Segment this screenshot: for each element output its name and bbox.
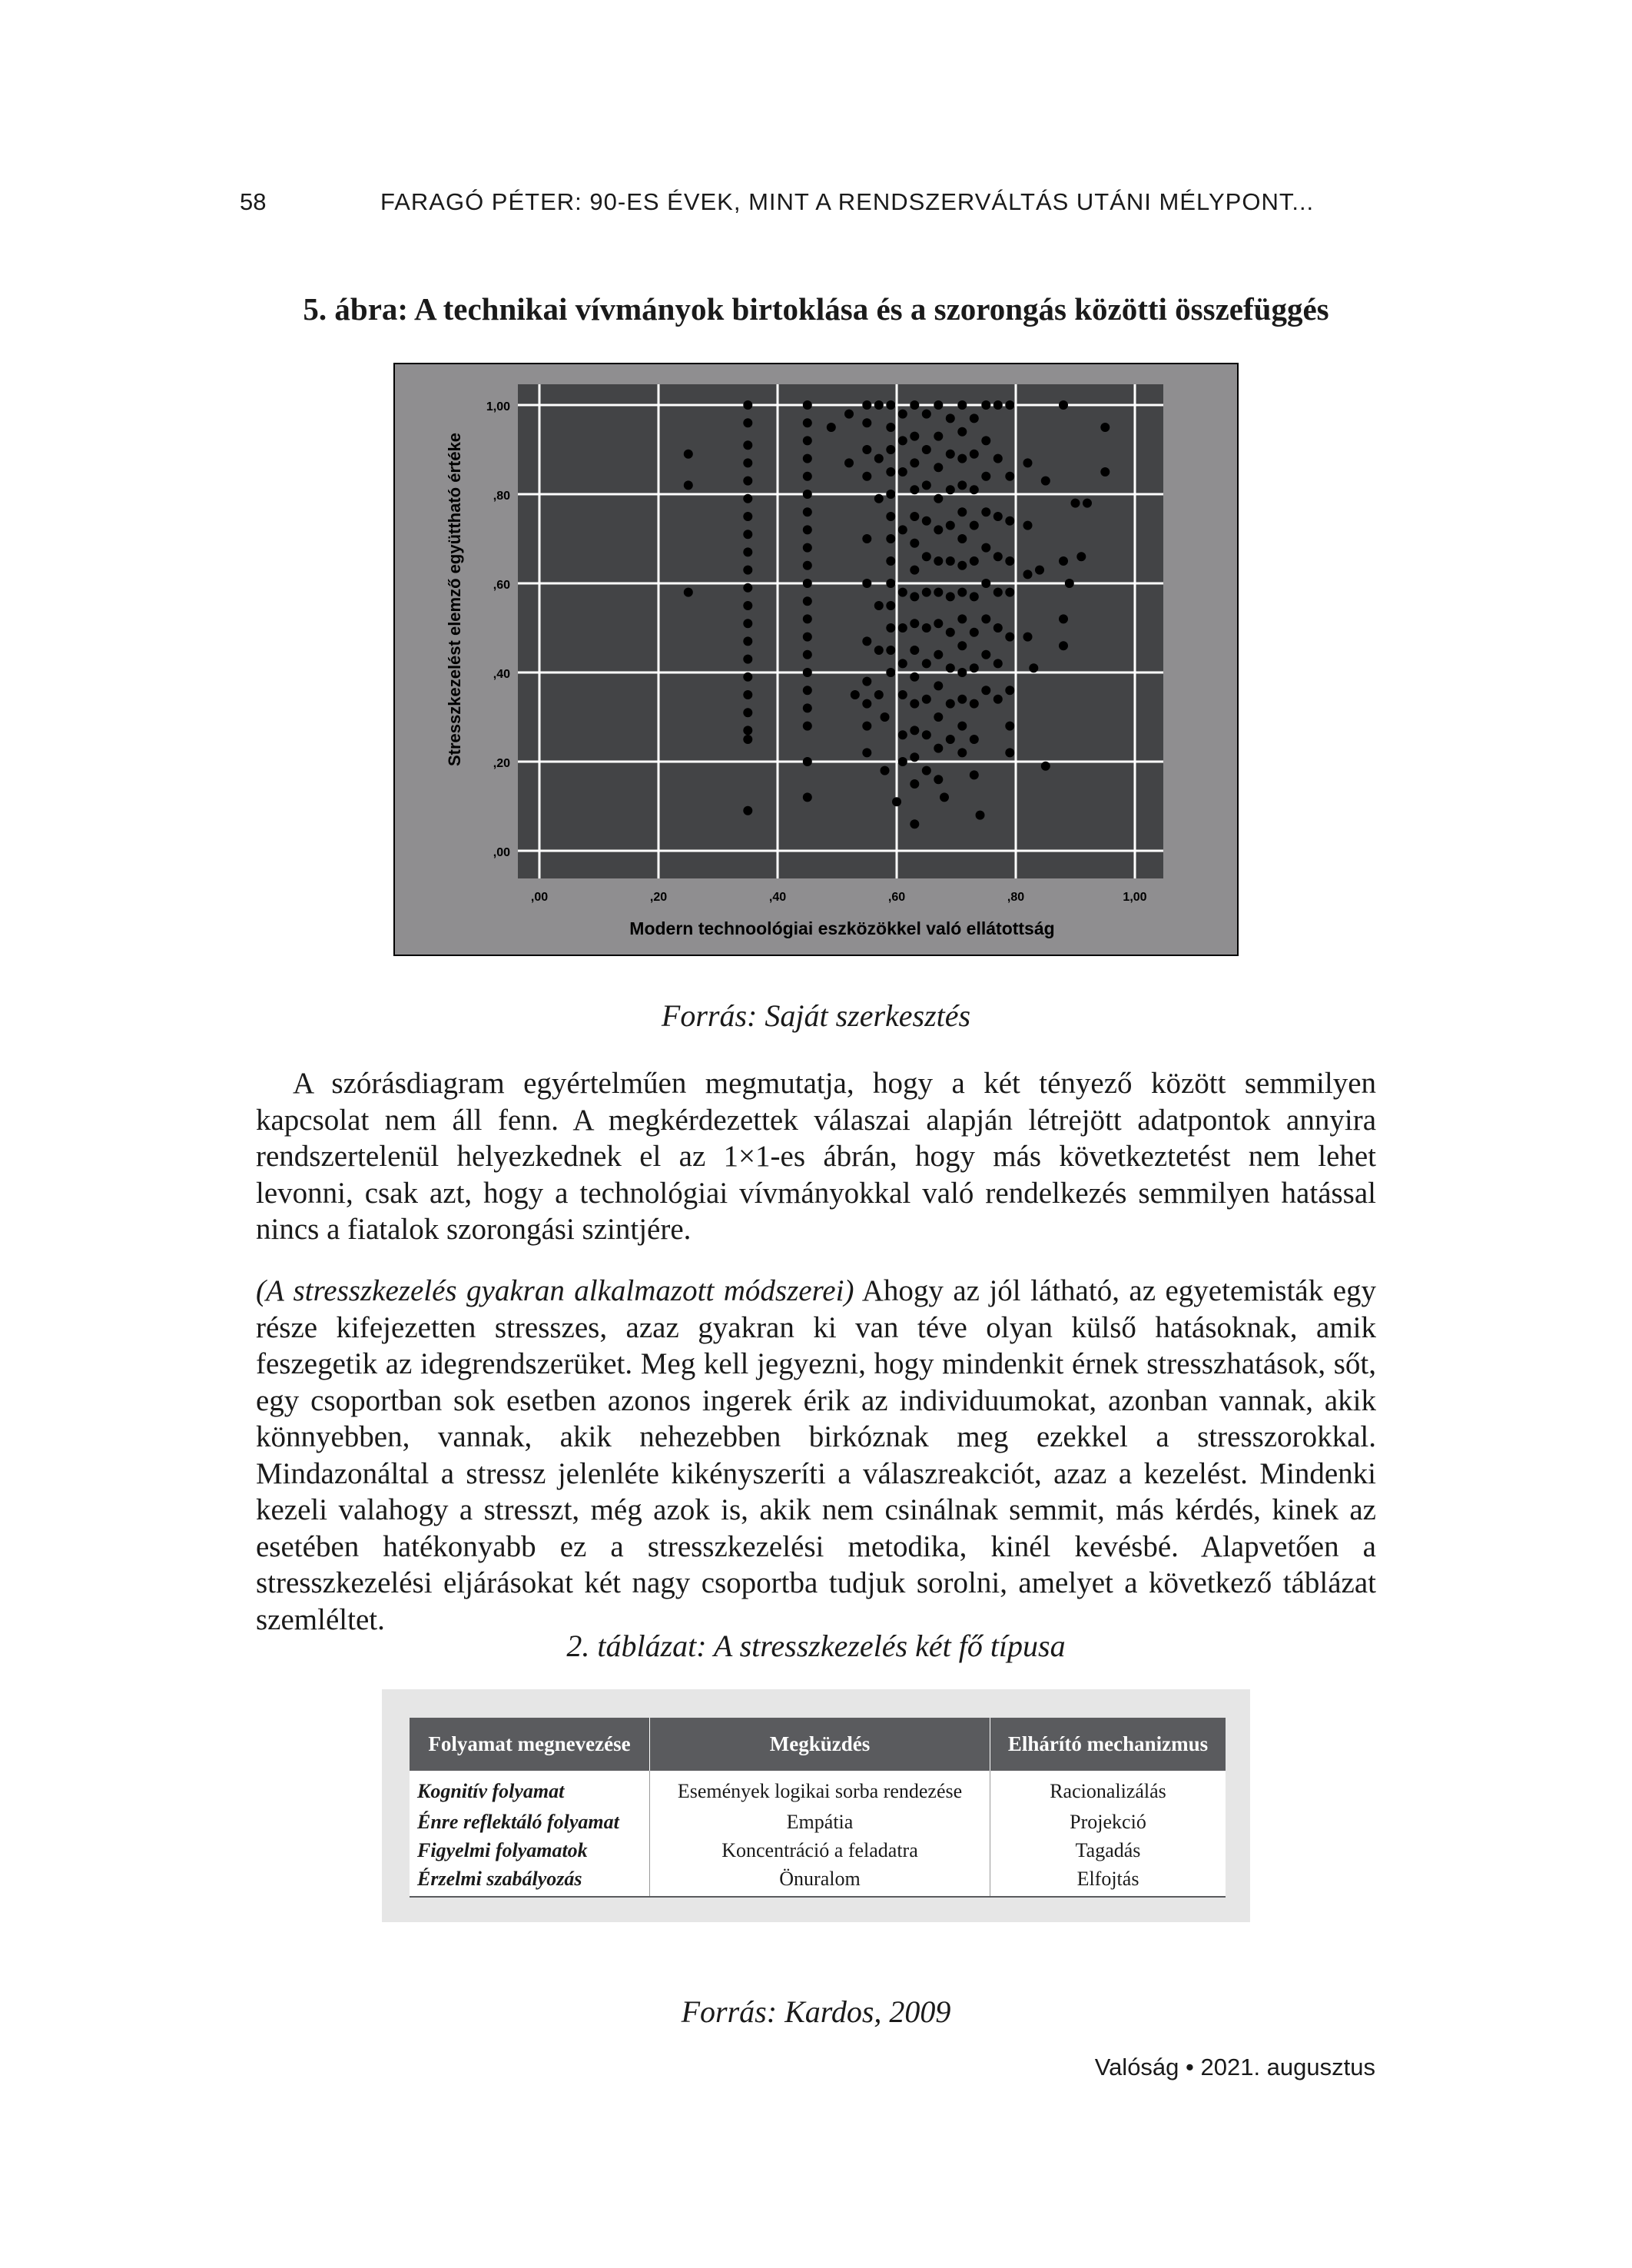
- data-point: [981, 614, 990, 623]
- data-point: [981, 686, 990, 695]
- data-point: [898, 410, 907, 419]
- data-point: [862, 579, 871, 588]
- data-point: [922, 695, 931, 704]
- data-point: [910, 779, 919, 789]
- data-point: [957, 400, 967, 410]
- data-point: [957, 668, 967, 677]
- data-point: [934, 775, 943, 784]
- data-point: [934, 525, 943, 534]
- data-point: [1005, 686, 1014, 695]
- data-point: [957, 748, 967, 757]
- data-point: [957, 507, 967, 516]
- data-point: [881, 766, 890, 775]
- scatter-chart: [393, 363, 1239, 956]
- data-point: [1076, 552, 1086, 561]
- data-point: [743, 708, 752, 717]
- data-point: [910, 646, 919, 655]
- data-point: [1065, 579, 1074, 588]
- data-point: [946, 592, 955, 601]
- data-point: [743, 583, 752, 593]
- data-point: [981, 507, 990, 516]
- data-point: [1083, 499, 1092, 508]
- data-point: [862, 677, 871, 686]
- table-cell: Önuralom: [650, 1865, 990, 1897]
- data-point: [934, 712, 943, 722]
- data-point: [970, 735, 979, 744]
- table-header: Elhárító mechanizmus: [990, 1718, 1226, 1771]
- table-cell: Érzelmi szabályozás: [417, 1867, 582, 1890]
- data-point: [743, 636, 752, 646]
- data-point: [970, 485, 979, 494]
- data-point: [1005, 588, 1014, 597]
- paragraph-2-text: Ahogy az jól látható, az egyetemisták egy része kifejezetten stresszes, azaz gyakran ki van téve olyan külső hatásoknak, amik feszegetik az idegrendszerüket. Meg kell jegyezni, hogy mindenkit érnek stresszhatások, sőt, egy csoportban sok esetben azonos ingerek érik az individuumokat, azonban vannak, akik könnyebben, vannak, akik nehezebben birkóznak meg ezekkel a stresszorokkal. Mindazonáltal a stressz jelenléte kikényszeríti a válaszreakciót, azaz a kezelést. Mindenki kezeli valahogy a stresszt, még azok is, akik nem csinálnak semmit, más kérdés, kinek az esetében hatékonyabb ez a stresszkezelési metodika, kinél kevésbé. Alapvetően a stresszkezelési eljárásokat két nagy csoportba tudjuk sorolni, amelyet a következő táblázat szemléltet.: [256, 1274, 1376, 1636]
- data-point: [803, 668, 812, 677]
- data-point: [743, 655, 752, 664]
- data-point: [862, 748, 871, 757]
- y-tick-label: 1,00: [486, 400, 510, 413]
- data-point: [803, 454, 812, 463]
- data-point: [1005, 556, 1014, 566]
- data-point: [910, 672, 919, 682]
- data-point: [844, 458, 854, 467]
- data-point: [957, 534, 967, 543]
- data-point: [862, 445, 871, 454]
- data-point: [970, 450, 979, 459]
- table-row: [410, 1808, 1226, 1836]
- y-tick-label: ,80: [493, 490, 510, 503]
- data-point: [910, 539, 919, 548]
- data-point: [981, 472, 990, 481]
- data-point: [803, 490, 812, 499]
- data-point: [874, 494, 884, 503]
- data-point: [957, 454, 967, 463]
- data-point: [898, 436, 907, 445]
- data-point: [743, 566, 752, 575]
- data-point: [881, 712, 890, 722]
- data-point: [970, 413, 979, 423]
- data-point: [946, 628, 955, 637]
- data-point: [803, 436, 812, 445]
- paragraph-1-text: A szórásdiagram egyértelműen megmutatja, hogy a két tényező között semmilyen kapcsolat nem áll fenn. A megkérdezettek válaszai alapján létrejött adatpontok annyira rendszertelenül helyezkednek el az 1×1-es ábrán, hogy más következtetést nem lehet levonni, csak azt, hogy a technológiai vívmányokkal való rendelkezés semmilyen hatással nincs a fiatalok szorongási szintjére.: [256, 1067, 1376, 1246]
- table-cell: Elfojtás: [990, 1865, 1226, 1897]
- data-point: [970, 770, 979, 779]
- data-point: [993, 454, 1003, 463]
- data-point: [922, 766, 931, 775]
- data-point: [993, 659, 1003, 668]
- table-source: Forrás: Kardos, 2009: [681, 1994, 951, 2029]
- data-point: [946, 521, 955, 530]
- data-point: [910, 400, 919, 410]
- y-axis-label: Stresszkezelést elemző együttható értéke: [445, 432, 464, 767]
- figure-title: 5. ábra: A technikai vívmányok birtoklása és a szorongás közötti összefüggés: [303, 291, 1329, 327]
- data-point: [1023, 521, 1033, 530]
- data-point: [803, 792, 812, 802]
- data-point: [957, 588, 967, 597]
- data-point: [743, 512, 752, 521]
- data-point: [743, 458, 752, 467]
- x-tick-label: ,60: [887, 891, 906, 904]
- data-point: [874, 601, 884, 610]
- page-number: 58: [240, 188, 267, 215]
- table-cell: Események logikai sorba rendezése: [650, 1771, 990, 1808]
- data-point: [910, 726, 919, 735]
- table-header-row: [410, 1718, 1226, 1771]
- data-point: [874, 400, 884, 410]
- data-point: [851, 690, 860, 699]
- data-point: [803, 543, 812, 553]
- x-tick-label: ,00: [530, 891, 549, 904]
- data-point: [898, 623, 907, 633]
- table-cell: Koncentráció a feladatra: [650, 1836, 990, 1865]
- data-point: [910, 432, 919, 441]
- plot-area: [518, 384, 1163, 878]
- data-point: [934, 619, 943, 628]
- data-point: [993, 588, 1003, 597]
- data-point: [803, 472, 812, 481]
- data-point: [898, 525, 907, 534]
- table-cell: Figyelmi folyamatok: [417, 1838, 588, 1861]
- data-point: [1059, 641, 1068, 650]
- data-point: [898, 757, 907, 766]
- data-point: [743, 619, 752, 628]
- data-point: [910, 819, 919, 829]
- data-point: [934, 556, 943, 566]
- table-row: [410, 1836, 1226, 1865]
- data-point: [946, 663, 955, 672]
- x-tick-label: ,40: [768, 891, 787, 904]
- data-point: [981, 543, 990, 553]
- data-point: [993, 400, 1003, 410]
- table-cell: Empátia: [650, 1808, 990, 1836]
- data-point: [862, 400, 871, 410]
- data-point: [898, 588, 907, 597]
- data-point: [886, 490, 895, 499]
- data-point: [957, 641, 967, 650]
- data-point: [862, 534, 871, 543]
- data-point: [743, 477, 752, 486]
- data-point: [743, 400, 752, 410]
- data-point: [934, 588, 943, 597]
- data-point: [940, 792, 949, 802]
- data-point: [970, 556, 979, 566]
- table-title: 2. táblázat: A stresszkezelés két fő típusa: [566, 1629, 1066, 1663]
- data-point: [844, 410, 854, 419]
- data-point: [743, 601, 752, 610]
- table-header: Megküzdés: [650, 1718, 990, 1771]
- data-point: [957, 722, 967, 731]
- data-point: [898, 467, 907, 477]
- data-point: [1005, 472, 1014, 481]
- table-row: [410, 1865, 1226, 1897]
- data-point: [922, 480, 931, 490]
- data-point: [1023, 569, 1033, 579]
- data-point: [743, 690, 752, 699]
- data-point: [743, 806, 752, 815]
- data-point: [946, 413, 955, 423]
- table-panel: [382, 1689, 1250, 1922]
- data-point: [1041, 762, 1050, 771]
- data-point: [910, 619, 919, 628]
- footer: Valóság • 2021. augusztus: [1094, 2054, 1375, 2080]
- data-point: [957, 614, 967, 623]
- data-point: [946, 735, 955, 744]
- data-point: [934, 463, 943, 472]
- y-tick-label: ,20: [493, 757, 510, 770]
- paragraph-2-lead: (A stresszkezelés gyakran alkalmazott módszerei): [256, 1274, 854, 1307]
- data-point: [874, 690, 884, 699]
- data-point: [934, 400, 943, 410]
- data-point: [874, 454, 884, 463]
- data-point: [1100, 423, 1110, 432]
- data-point: [803, 650, 812, 659]
- data-point: [1035, 566, 1044, 575]
- data-point: [922, 588, 931, 597]
- table-cell: Racionalizálás: [990, 1771, 1226, 1808]
- data-point: [981, 579, 990, 588]
- data-point: [1005, 748, 1014, 757]
- data-point: [886, 512, 895, 521]
- data-point: [910, 485, 919, 494]
- data-point: [886, 400, 895, 410]
- data-point: [898, 690, 907, 699]
- data-point: [1059, 400, 1068, 410]
- data-point: [743, 547, 752, 556]
- y-tick-label: ,60: [493, 579, 510, 592]
- data-point: [910, 699, 919, 709]
- data-point: [862, 418, 871, 427]
- data-point: [970, 699, 979, 709]
- data-point: [934, 744, 943, 753]
- data-point: [1029, 663, 1038, 672]
- data-point: [886, 534, 895, 543]
- data-point: [981, 650, 990, 659]
- data-point: [1005, 516, 1014, 526]
- data-point: [1005, 722, 1014, 731]
- data-point: [892, 797, 901, 806]
- data-point: [993, 512, 1003, 521]
- data-point: [934, 681, 943, 690]
- data-point: [946, 450, 955, 459]
- running-title: FARAGÓ PÉTER: 90-ES ÉVEK, MINT A RENDSZERVÁLTÁS UTÁNI MÉLYPONT...: [380, 188, 1315, 215]
- data-point: [874, 646, 884, 655]
- data-point: [684, 480, 693, 490]
- data-point: [684, 588, 693, 597]
- data-point: [970, 663, 979, 672]
- data-point: [922, 516, 931, 526]
- data-point: [1005, 400, 1014, 410]
- data-point: [910, 458, 919, 467]
- data-point: [981, 436, 990, 445]
- data-point: [922, 410, 931, 419]
- data-point: [910, 592, 919, 601]
- data-point: [922, 445, 931, 454]
- data-point: [957, 480, 967, 490]
- data-point: [1059, 614, 1068, 623]
- data-point: [981, 400, 990, 410]
- data-point: [803, 596, 812, 606]
- data-point: [886, 646, 895, 655]
- data-point: [1041, 477, 1050, 486]
- data-point: [862, 722, 871, 731]
- data-point: [957, 427, 967, 437]
- data-point: [803, 579, 812, 588]
- data-point: [803, 400, 812, 410]
- data-point: [970, 592, 979, 601]
- table-cell: Énre reflektáló folyamat: [417, 1810, 619, 1833]
- data-point: [886, 579, 895, 588]
- data-point: [803, 757, 812, 766]
- data-point: [922, 659, 931, 668]
- data-point: [993, 695, 1003, 704]
- data-point: [862, 472, 871, 481]
- data-point: [862, 636, 871, 646]
- paragraph-2: [256, 1273, 1376, 1638]
- data-point: [993, 552, 1003, 561]
- data-point: [970, 521, 979, 530]
- data-point: [886, 623, 895, 633]
- table-row: [410, 1771, 1226, 1808]
- data-point: [743, 530, 752, 539]
- data-point: [803, 525, 812, 534]
- x-axis-label: Modern technoológiai eszközökkel való ellátottság: [629, 918, 1055, 938]
- data-point: [946, 699, 955, 709]
- data-point: [684, 450, 693, 459]
- data-point: [743, 672, 752, 682]
- data-point: [803, 703, 812, 712]
- data-point: [922, 552, 931, 561]
- data-point: [934, 494, 943, 503]
- data-point: [743, 735, 752, 744]
- table-cell: Projekció: [990, 1808, 1226, 1836]
- data-point: [803, 686, 812, 695]
- data-point: [1005, 633, 1014, 642]
- data-point: [803, 633, 812, 642]
- table-cell: Tagadás: [990, 1836, 1226, 1865]
- data-point: [898, 730, 907, 739]
- y-tick-label: ,40: [493, 668, 510, 681]
- data-point: [803, 507, 812, 516]
- x-tick-label: ,80: [1007, 891, 1025, 904]
- x-tick-label: 1,00: [1123, 891, 1147, 904]
- y-tick-label: ,00: [493, 846, 510, 859]
- data-point: [1100, 467, 1110, 477]
- table-header: Folyamat megnevezése: [410, 1718, 650, 1771]
- data-point: [886, 668, 895, 677]
- data-point: [1023, 458, 1033, 467]
- data-point: [743, 726, 752, 735]
- data-point: [886, 423, 895, 432]
- data-point: [910, 566, 919, 575]
- data-point: [946, 485, 955, 494]
- data-point: [886, 467, 895, 477]
- data-point: [803, 418, 812, 427]
- stress-table: [410, 1718, 1226, 1898]
- data-point: [922, 730, 931, 739]
- data-point: [803, 614, 812, 623]
- data-point: [743, 494, 752, 503]
- data-point: [898, 659, 907, 668]
- data-point: [957, 695, 967, 704]
- paragraph-1: [256, 1065, 1376, 1248]
- data-point: [827, 423, 836, 432]
- x-tick-label: ,20: [649, 891, 668, 904]
- data-point: [743, 418, 752, 427]
- data-point: [922, 623, 931, 633]
- data-point: [886, 601, 895, 610]
- table-cell: Kognitív folyamat: [417, 1780, 565, 1802]
- data-point: [934, 432, 943, 441]
- data-point: [803, 561, 812, 570]
- figure-source: Forrás: Saját szerkesztés: [661, 998, 971, 1033]
- data-point: [910, 752, 919, 762]
- data-point: [1059, 556, 1068, 566]
- data-point: [886, 445, 895, 454]
- data-point: [886, 556, 895, 566]
- data-point: [970, 628, 979, 637]
- data-point: [803, 722, 812, 731]
- data-point: [993, 623, 1003, 633]
- data-point: [1023, 633, 1033, 642]
- data-point: [957, 561, 967, 570]
- data-point: [946, 556, 955, 566]
- data-point: [862, 699, 871, 709]
- data-point: [1071, 499, 1080, 508]
- data-point: [976, 811, 985, 820]
- data-point: [743, 440, 752, 450]
- data-point: [934, 650, 943, 659]
- data-point: [910, 512, 919, 521]
